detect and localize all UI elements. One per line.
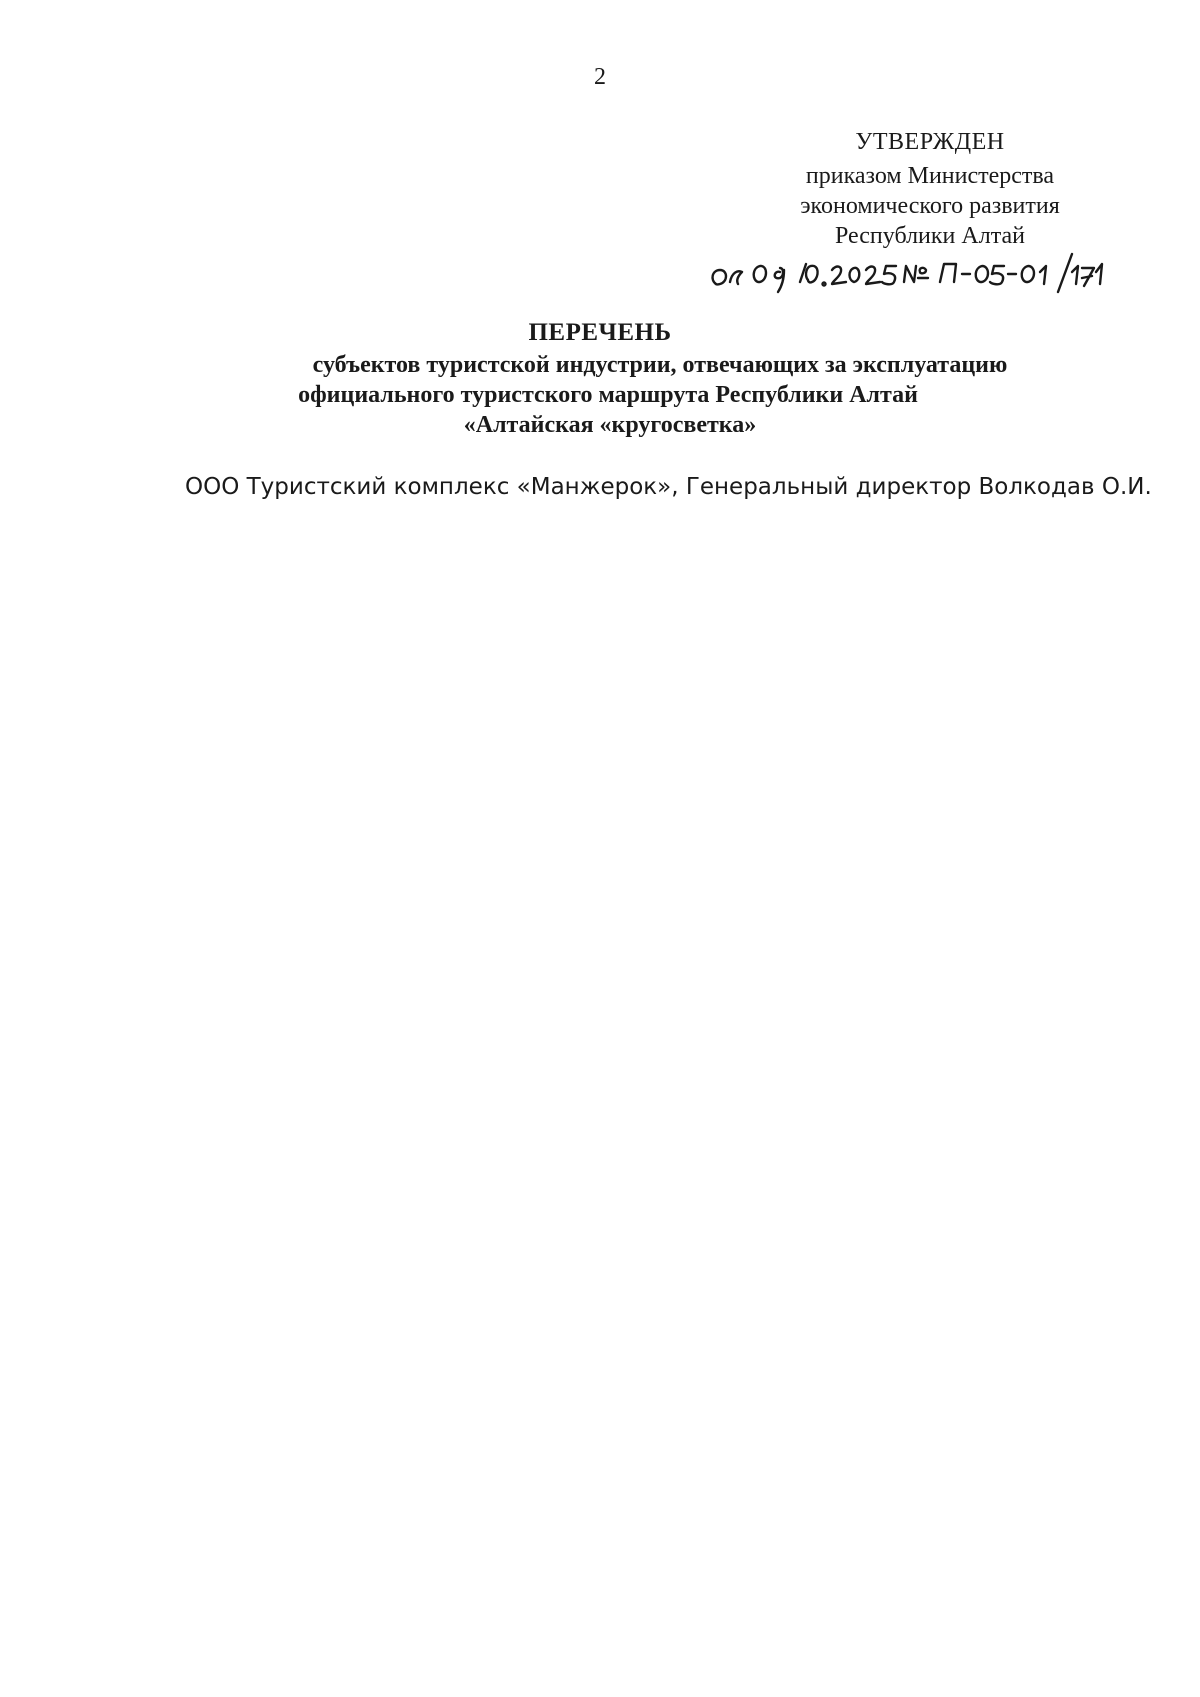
approval-line-3: Республики Алтай	[835, 223, 1025, 249]
document-subtitle-line-3: «Алтайская «кругосветка»	[463, 412, 757, 438]
document-title: ПЕРЕЧЕНЬ	[528, 319, 672, 346]
handwritten-signature-graphic	[708, 246, 1108, 306]
page-number: 2	[594, 64, 606, 90]
document-subtitle-line-2: официального туристского маршрута Республики Алтай	[298, 382, 918, 408]
handwritten-date-number	[708, 246, 1108, 306]
approval-line-1: приказом Министерства	[805, 163, 1055, 189]
approval-stamp-title: УТВЕРЖДЕН	[855, 129, 1005, 155]
approval-block	[760, 127, 1100, 251]
approval-line-2: экономического развития	[800, 193, 1060, 219]
list-item: ООО Туристский комплекс «Манжерок», Генеральный директор Волкодав О.И.	[185, 474, 1152, 500]
document-subtitle-line-1: субъектов туристской индустрии, отвечающих за эксплуатацию	[312, 352, 1008, 378]
document-heading	[0, 318, 1200, 440]
